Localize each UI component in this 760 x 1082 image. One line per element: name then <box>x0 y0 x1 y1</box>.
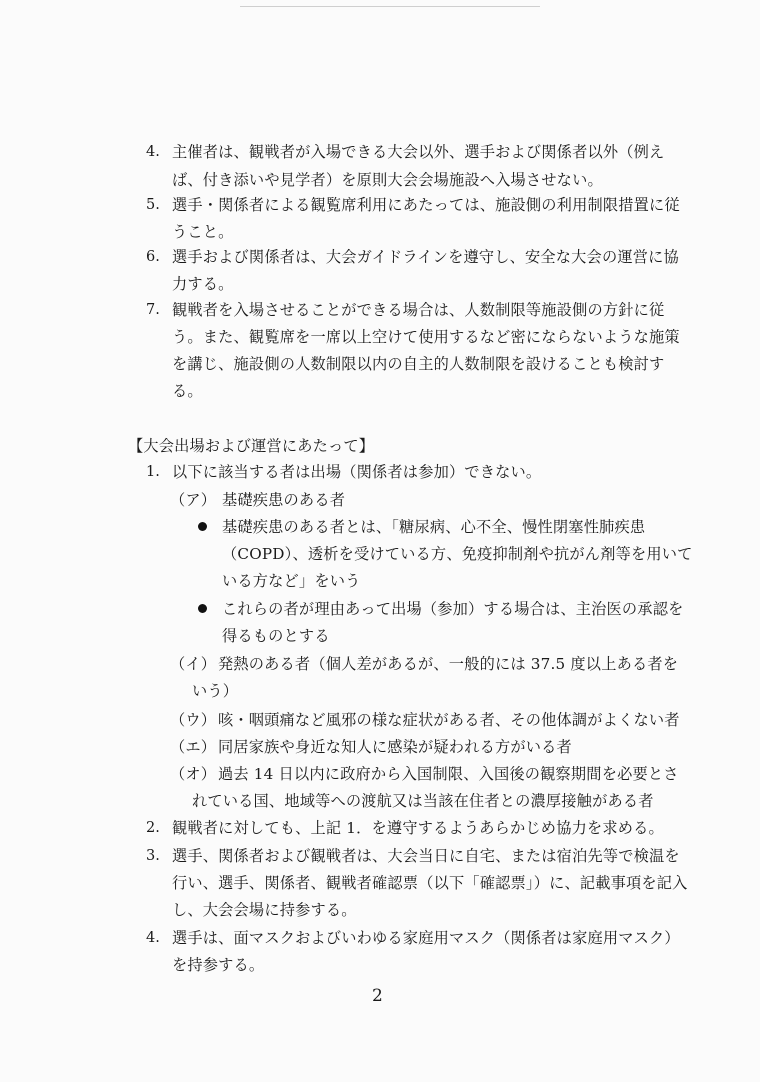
item-text-line: 選手および関係者は、大会ガイドラインを遵守し、安全な大会の運営に協 <box>172 248 679 266</box>
item-text-line: 行い、選手、関係者、観戦者確認票（以下「確認票」）に、記載事項を記入 <box>172 874 688 892</box>
sub-item-text: 過去 14 日以内に政府から入国制限、入国後の観察期間を必要とさ <box>218 765 679 783</box>
bullet-icon <box>198 522 207 531</box>
item-text-line: ば、付き添いや見学者）を原則大会会場施設へ入場させない。 <box>172 171 603 189</box>
item-number: 6. <box>146 249 160 265</box>
sub-item-text: 基礎疾患のある者 <box>222 491 346 509</box>
item-text-line: うこと。 <box>172 223 234 241</box>
bullet-text-line: （COPD）、透析を受けている方、免疫抑制剤や抗がん剤等を用いて <box>222 545 693 563</box>
bullet-text-line: 基礎疾患のある者とは、「糖尿病、心不全、慢性閉塞性肺疾患 <box>222 518 646 536</box>
item-text-line: 選手、関係者および観戦者は、大会当日に自宅、または宿泊先等で検温を <box>172 847 680 865</box>
item-text-line: う。また、観覧席を一席以上空けて使用するなど密にならないような施策 <box>172 328 680 346</box>
item-number: 5. <box>146 197 160 213</box>
sub-item-label: （オ） <box>170 765 217 783</box>
bullet-icon <box>198 604 207 613</box>
sub-item-text: 発熱のある者（個人差があるが、一般的には 37.5 度以上ある者を <box>218 655 679 673</box>
item-number: 4. <box>146 930 160 946</box>
sub-item-text: れている国、地域等への渡航又は当該在住者との濃厚接触がある者 <box>192 792 654 810</box>
bullet-text-line: これらの者が理由あって出場（参加）する場合は、主治医の承認を <box>222 600 684 618</box>
item-text-line: 選手・関係者による観覧席利用にあたっては、施設側の利用制限措置に従 <box>172 196 680 214</box>
page-number: 2 <box>372 986 383 1006</box>
sub-item-label: （ア） <box>170 491 217 509</box>
item-text-line: 力する。 <box>172 275 234 293</box>
item-number: 4. <box>146 144 160 160</box>
bullet-text-line: いる方など」をいう <box>222 572 361 590</box>
bullet-text-line: 得るものとする <box>222 627 330 645</box>
item-number: 1. <box>146 464 160 480</box>
sub-item-label: （ウ） <box>170 711 217 729</box>
item-number: 2. <box>146 820 160 836</box>
scan-edge-line <box>240 6 540 7</box>
sub-item-text: いう） <box>192 682 239 700</box>
item-text-line: を持参する。 <box>172 956 265 974</box>
item-number: 3. <box>146 848 160 864</box>
item-text-line: る。 <box>172 382 203 400</box>
item-text-line: 選手は、面マスクおよびいわゆる家庭用マスク（関係者は家庭用マスク） <box>172 929 680 947</box>
sub-item-text: 咳・咽頭痛など風邪の様な症状がある者、その他体調がよくない者 <box>218 711 680 729</box>
item-text-line: 観戦者に対しても、上記 1．を遵守するようあらかじめ協力を求める。 <box>172 819 664 837</box>
sub-item-label: （エ） <box>170 738 217 756</box>
section-heading: 【大会出場および運営にあたって】 <box>128 437 375 455</box>
item-number: 7. <box>146 302 160 318</box>
item-text-line: し、大会会場に持参する。 <box>172 901 357 919</box>
sub-item-text: 同居家族や身近な知人に感染が疑われる方がいる者 <box>218 738 572 756</box>
item-text-line: 観戦者を入場させることができる場合は、人数制限等施設側の方針に従 <box>172 301 665 319</box>
item-text-line: を講じ、施設側の人数制限以内の自主的人数制限を設けることも検討す <box>172 355 665 373</box>
sub-item-label: （イ） <box>170 655 217 673</box>
item-text-line: 主催者は、観戦者が入場できる大会以外、選手および関係者以外（例え <box>172 143 665 161</box>
item-text-line: 以下に該当する者は出場（関係者は参加）できない。 <box>172 463 542 481</box>
